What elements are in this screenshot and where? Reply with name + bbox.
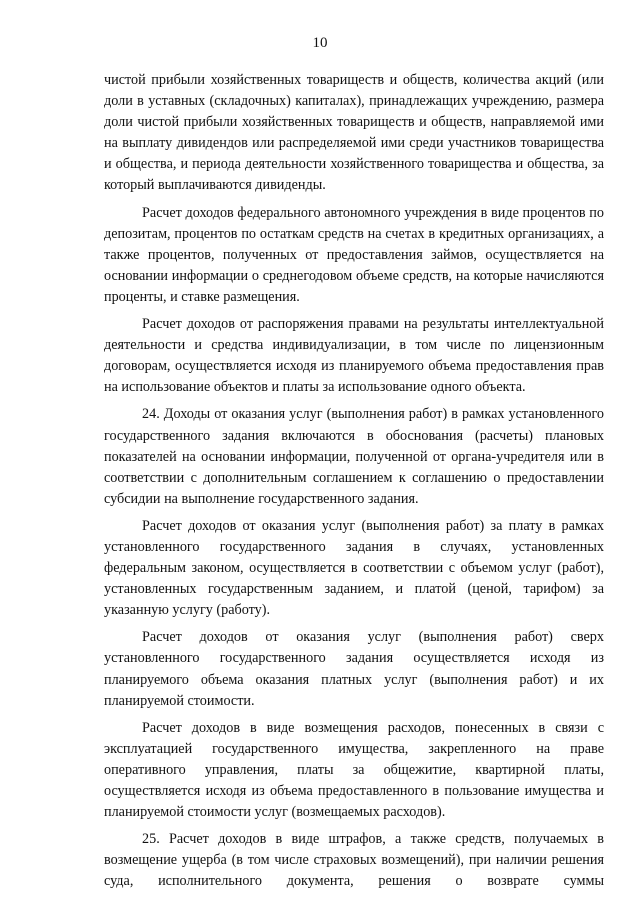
paragraph-interest-income: Расчет доходов федерального автономного учреждения в виде процентов по депозитам, процентов по остаткам средств на счетах в кредитных организациях, а также процентов, полученных от предоставления займов, осуществляется на основании информации о среднегодовом объеме средств, на которые начисляются проценты, и ставке размещения. (104, 204, 604, 305)
paragraph-paid-services-within-task: Расчет доходов от оказания услуг (выполнения работ) за плату в рамках установленного государственного задания в случаях, установленных федеральным законом, осуществляется в соответствии с объемом услуг (работ), установленных государственным заданием, и платой (ценой, тарифом) за указанную услугу (работу). (104, 517, 604, 619)
paragraph-intellectual-property-income: Расчет доходов от распоряжения правами на результаты интеллектуальной деятельности и средства индивидуализации, в том числе по лицензионным договорам, осуществляется исходя из планируемого объема предоставления прав на использование объектов и платы за использование одного объекта. (104, 316, 604, 396)
document-body (104, 70, 604, 892)
paragraph-item-24: 24. Доходы от оказания услуг (выполнения работ) в рамках установленного государственного задания включаются в обоснования (расчеты) плановых показателей на основании информации, полученной от органа-учредителя или в соответствии с дополнительным соглашением к соглашению о предоставлении субсидии на выполнение государственного задания. (104, 406, 604, 507)
paragraph-item-25: 25. Расчет доходов в виде штрафов, а также средств, получаемых в возмещение ущерба (в том числе страховых возмещений), при наличии решения суда, исполнительного документа, решения о возврате суммы (104, 831, 604, 890)
paragraph-dividends-continuation: чистой прибыли хозяйственных товариществ и обществ, количества акций (или доли в уставных (складочных) капиталах), принадлежащих учреждению, размера доли чистой прибыли хозяйственных товариществ и обществ, направляемой ими на выплату дивидендов или распределяемой ими среди участников товарищества и общества, и периода деятельности хозяйственного товарищества и общества, за который выплачиваются дивиденды. (104, 72, 604, 194)
paragraph-expense-reimbursement: Расчет доходов в виде возмещения расходов, понесенных в связи с эксплуатацией государственного имущества, закрепленного на праве оперативного управления, платы за общежитие, квартирной платы, осуществляется исходя из объема предоставленного в пользование имущества и планируемой стоимости услуг (возмещаемых расходов). (104, 719, 604, 821)
paragraph-services-beyond-task: Расчет доходов от оказания услуг (выполнения работ) сверх установленного государственного задания осуществляется исходя из планируемого объема оказания платных услуг (выполнения работ) и их планируемой стоимости. (104, 629, 604, 709)
page-number: 10 (312, 35, 328, 51)
